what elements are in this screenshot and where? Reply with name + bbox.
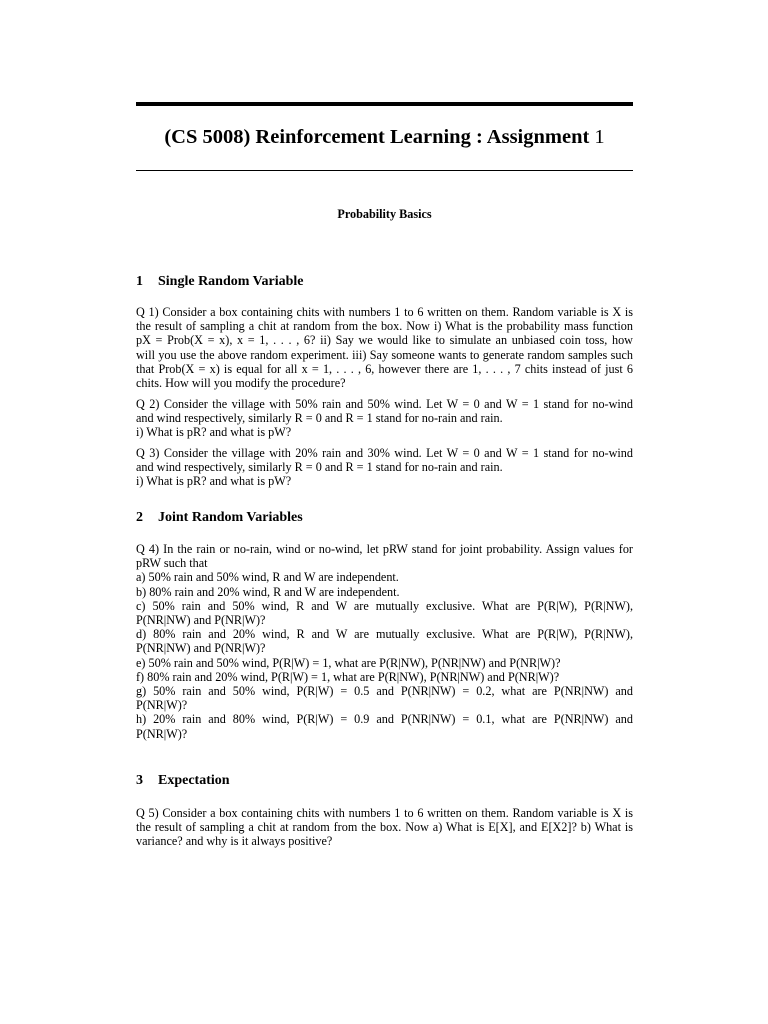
- question-line: P(NR|NW) and P(NR|W)?: [136, 641, 266, 656]
- question-line: h) 20% rain and 80% wind, P(R|W) = 0.9 and P(NR|NW) = 0.1, what are P(NR|NW) and: [136, 712, 633, 727]
- question-line: pRW such that: [136, 556, 208, 571]
- question-4: [136, 542, 633, 741]
- question-line: i) What is pR? and what is pW?: [136, 425, 292, 440]
- question-3: [136, 446, 633, 489]
- question-line: Q 5) Consider a box containing chits with numbers 1 to 6 written on them. Random variable is X is: [136, 806, 633, 820]
- section-title: Single Random Variable: [158, 274, 304, 289]
- question-line: pX = Prob(X = x), x = 1, . . . , 6? ii) Say we would like to simulate an unbiased coin toss, how: [136, 333, 633, 348]
- section-heading-2: [136, 509, 633, 527]
- question-line: will you use the above random experiment. iii) Say someone wants to generate random samples such: [136, 347, 633, 362]
- question-line: c) 50% rain and 50% wind, R and W are mutually exclusive. What are P(R|W), P(R|NW),: [136, 598, 633, 613]
- question-1: [136, 305, 633, 390]
- document-subtitle: Probability Basics: [337, 207, 432, 221]
- title-rule: [136, 170, 633, 171]
- question-line: and wind respectively, similarly R = 0 and R = 1 stand for no-rain and rain.: [136, 460, 503, 475]
- section-heading-1: [136, 273, 633, 291]
- question-2: [136, 397, 633, 440]
- question-line: f) 80% rain and 20% wind, P(R|W) = 1, what are P(R|NW), P(NR|NW) and P(NR|W)?: [136, 669, 560, 684]
- title-number: 1: [594, 126, 605, 148]
- section-number: 3: [136, 773, 143, 788]
- question-5: [136, 806, 633, 849]
- question-line: e) 50% rain and 50% wind, P(R|W) = 1, what are P(R|NW), P(NR|NW) and P(NR|W)?: [136, 655, 561, 670]
- question-line: the result of sampling a chit at random from the box. Now i) What is the probability mass function: [136, 319, 633, 334]
- question-line: P(NR|W)?: [136, 726, 188, 741]
- question-line: a) 50% rain and 50% wind, R and W are independent.: [136, 570, 399, 585]
- question-line: g) 50% rain and 50% wind, P(R|W) = 0.5 and P(NR|NW) = 0.2, what are P(NR|NW) and: [136, 684, 633, 699]
- title-main: (CS 5008) Reinforcement Learning : Assignment: [164, 126, 595, 148]
- question-line: and wind respectively, similarly R = 0 and R = 1 stand for no-rain and rain.: [136, 411, 503, 426]
- top-rule: [136, 102, 633, 106]
- section-title: Joint Random Variables: [158, 510, 303, 525]
- section-number: 1: [136, 274, 143, 289]
- section-number: 2: [136, 510, 143, 525]
- question-line: P(NR|W)?: [136, 698, 188, 713]
- question-line: d) 80% rain and 20% wind, R and W are mutually exclusive. What are P(R|W), P(R|NW),: [136, 627, 633, 642]
- question-line: the result of sampling a chit at random from the box. Now a) What is E[X], and E[X2]? b) What is: [136, 820, 633, 835]
- question-line: Q 4) In the rain or no-rain, wind or no-wind, let pRW stand for joint probability. Assign values for: [136, 542, 633, 556]
- question-line: P(NR|NW) and P(NR|W)?: [136, 613, 266, 628]
- question-line: that Prob(X = x) is equal for all x = 1, . . . , 6, however there are 1, . . . , 7 chits instead of just 6: [136, 361, 633, 376]
- question-line: Q 2) Consider the village with 50% rain and 50% wind. Let W = 0 and W = 1 stand for no-wind: [136, 397, 633, 411]
- question-line: chits. How will you modify the procedure?: [136, 376, 346, 391]
- section-title: Expectation: [158, 773, 230, 788]
- question-line: i) What is pR? and what is pW?: [136, 474, 292, 489]
- question-line: Q 3) Consider the village with 20% rain and 30% wind. Let W = 0 and W = 1 stand for no-wind: [136, 446, 633, 460]
- question-line: variance? and why is it always positive?: [136, 834, 333, 849]
- section-heading-3: [136, 772, 633, 790]
- question-line: Q 1) Consider a box containing chits with numbers 1 to 6 written on them. Random variable is X is: [136, 305, 633, 319]
- question-line: b) 80% rain and 20% wind, R and W are independent.: [136, 584, 400, 599]
- document-title: [136, 124, 633, 150]
